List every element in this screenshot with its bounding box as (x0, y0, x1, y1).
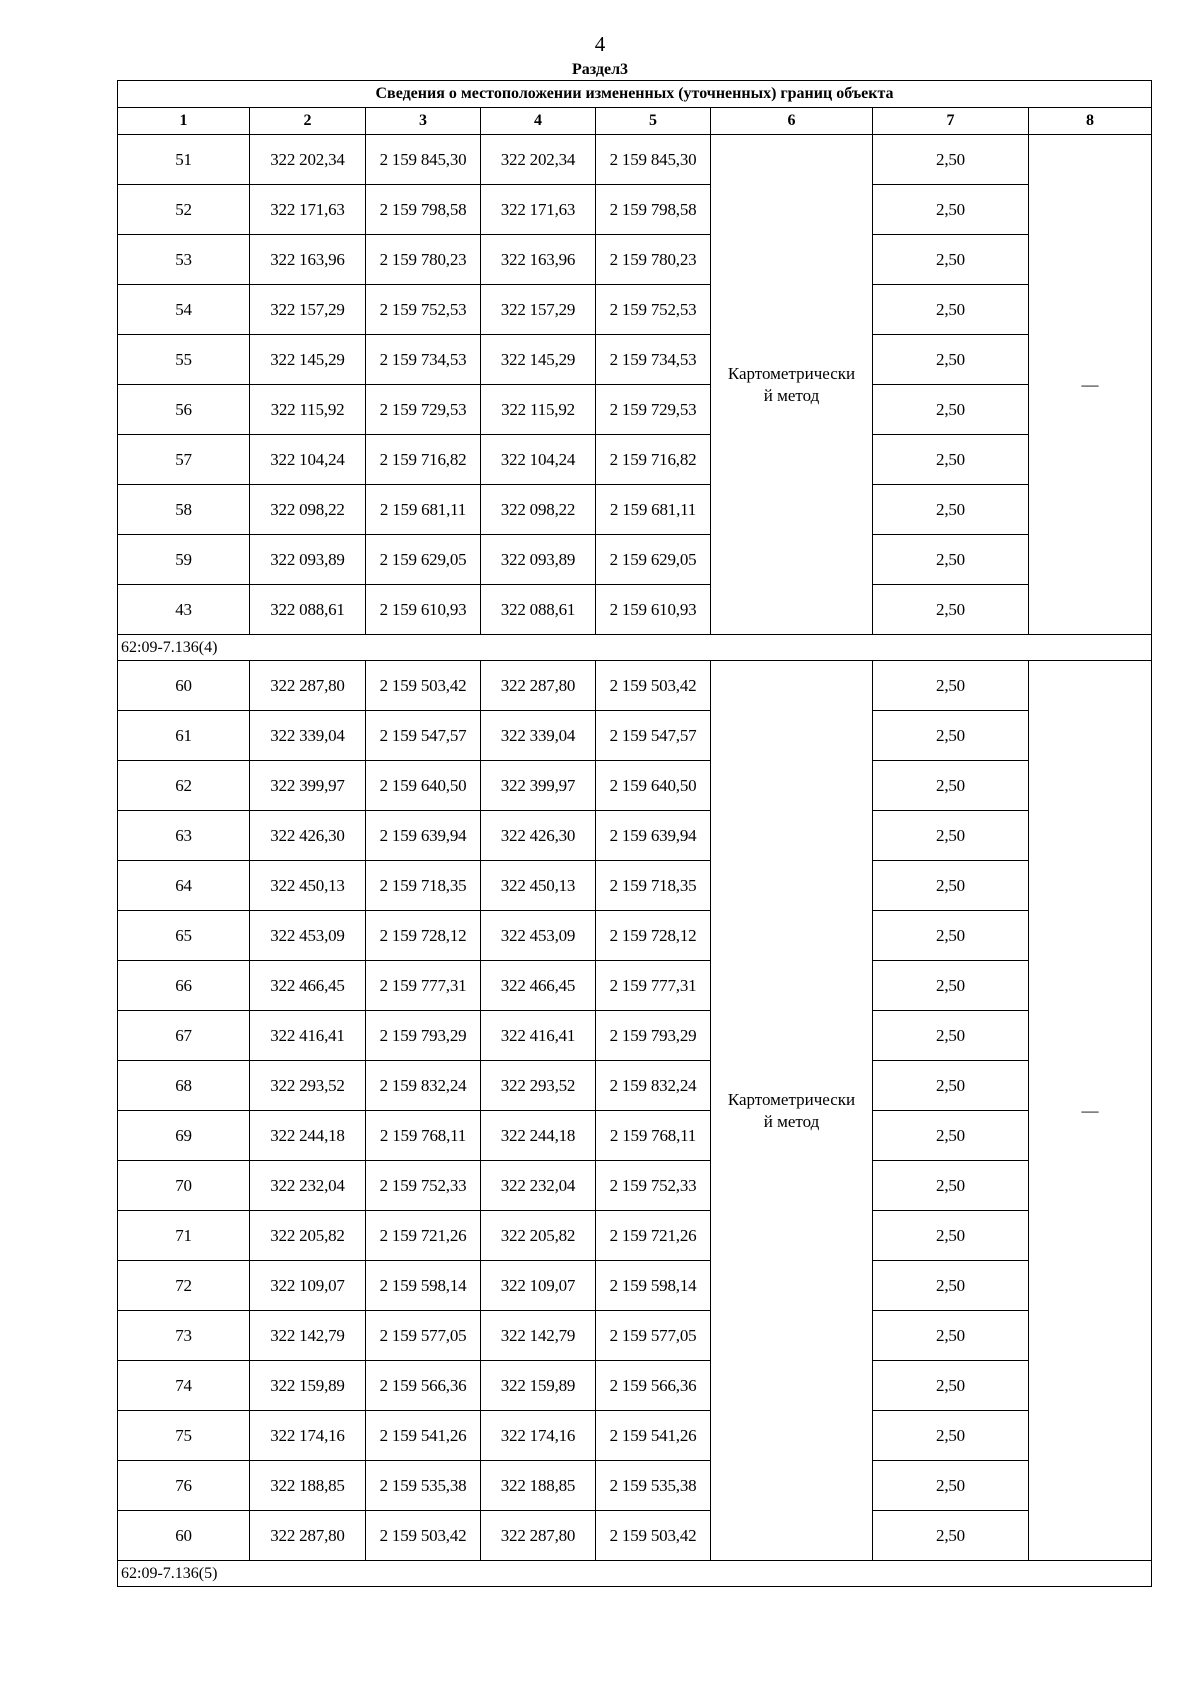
x-old-cell: 322 205,82 (250, 1211, 366, 1261)
x-new-cell: 322 244,18 (481, 1111, 596, 1161)
y-old-cell: 2 159 503,42 (366, 661, 481, 711)
x-old-cell: 322 163,96 (250, 235, 366, 285)
method-cell: Картометрически й метод (711, 661, 873, 1561)
table-row (118, 585, 1152, 635)
table-row (118, 335, 1152, 385)
point-number-cell: 76 (118, 1461, 250, 1511)
accuracy-cell: 2,50 (873, 135, 1029, 185)
y-old-cell: 2 159 566,36 (366, 1361, 481, 1411)
y-old-cell: 2 159 716,82 (366, 435, 481, 485)
accuracy-cell: 2,50 (873, 535, 1029, 585)
table-row (118, 235, 1152, 285)
point-number-cell: 53 (118, 235, 250, 285)
y-old-cell: 2 159 768,11 (366, 1111, 481, 1161)
y-old-cell: 2 159 721,26 (366, 1211, 481, 1261)
x-new-cell: 322 399,97 (481, 761, 596, 811)
contour-label-row (118, 635, 1152, 661)
y-new-cell: 2 159 566,36 (596, 1361, 711, 1411)
x-old-cell: 322 093,89 (250, 535, 366, 585)
column-number: 6 (711, 108, 873, 135)
accuracy-cell: 2,50 (873, 1311, 1029, 1361)
y-old-cell: 2 159 752,33 (366, 1161, 481, 1211)
x-new-cell: 322 453,09 (481, 911, 596, 961)
y-new-cell: 2 159 629,05 (596, 535, 711, 585)
y-new-cell: 2 159 728,12 (596, 911, 711, 961)
y-new-cell: 2 159 845,30 (596, 135, 711, 185)
table-row (118, 1511, 1152, 1561)
accuracy-cell: 2,50 (873, 1161, 1029, 1211)
accuracy-cell: 2,50 (873, 1361, 1029, 1411)
contour-label: 62:09-7.136(4) (118, 635, 1152, 661)
accuracy-cell: 2,50 (873, 761, 1029, 811)
x-new-cell: 322 115,92 (481, 385, 596, 435)
x-new-cell: 322 163,96 (481, 235, 596, 285)
x-new-cell: 322 202,34 (481, 135, 596, 185)
y-new-cell: 2 159 777,31 (596, 961, 711, 1011)
y-new-cell: 2 159 768,11 (596, 1111, 711, 1161)
column-number: 3 (366, 108, 481, 135)
y-old-cell: 2 159 780,23 (366, 235, 481, 285)
x-new-cell: 322 205,82 (481, 1211, 596, 1261)
x-new-cell: 322 287,80 (481, 1511, 596, 1561)
x-new-cell: 322 171,63 (481, 185, 596, 235)
x-old-cell: 322 159,89 (250, 1361, 366, 1411)
point-number-cell: 68 (118, 1061, 250, 1111)
y-old-cell: 2 159 728,12 (366, 911, 481, 961)
table-row (118, 1261, 1152, 1311)
x-new-cell: 322 104,24 (481, 435, 596, 485)
point-number-cell: 59 (118, 535, 250, 585)
y-new-cell: 2 159 716,82 (596, 435, 711, 485)
x-old-cell: 322 188,85 (250, 1461, 366, 1511)
x-old-cell: 322 088,61 (250, 585, 366, 635)
x-old-cell: 322 157,29 (250, 285, 366, 335)
table-row (118, 911, 1152, 961)
point-number-cell: 43 (118, 585, 250, 635)
y-new-cell: 2 159 721,26 (596, 1211, 711, 1261)
column-number: 1 (118, 108, 250, 135)
x-old-cell: 322 115,92 (250, 385, 366, 435)
point-number-cell: 55 (118, 335, 250, 385)
table-row (118, 1361, 1152, 1411)
x-new-cell: 322 098,22 (481, 485, 596, 535)
x-old-cell: 322 287,80 (250, 661, 366, 711)
x-new-cell: 322 188,85 (481, 1461, 596, 1511)
x-old-cell: 322 098,22 (250, 485, 366, 535)
y-new-cell: 2 159 503,42 (596, 1511, 711, 1561)
accuracy-cell: 2,50 (873, 335, 1029, 385)
y-new-cell: 2 159 639,94 (596, 811, 711, 861)
y-new-cell: 2 159 718,35 (596, 861, 711, 911)
coordinates-table (117, 80, 1152, 1587)
point-number-cell: 52 (118, 185, 250, 235)
x-new-cell: 322 109,07 (481, 1261, 596, 1311)
accuracy-cell: 2,50 (873, 1011, 1029, 1061)
table-row (118, 811, 1152, 861)
table-row (118, 385, 1152, 435)
point-number-cell: 63 (118, 811, 250, 861)
point-number-cell: 57 (118, 435, 250, 485)
x-old-cell: 322 202,34 (250, 135, 366, 185)
x-new-cell: 322 093,89 (481, 535, 596, 585)
x-old-cell: 322 104,24 (250, 435, 366, 485)
x-new-cell: 322 145,29 (481, 335, 596, 385)
accuracy-cell: 2,50 (873, 961, 1029, 1011)
point-number-cell: 71 (118, 1211, 250, 1261)
y-new-cell: 2 159 832,24 (596, 1061, 711, 1111)
x-old-cell: 322 287,80 (250, 1511, 366, 1561)
x-new-cell: 322 450,13 (481, 861, 596, 911)
x-old-cell: 322 109,07 (250, 1261, 366, 1311)
table-row (118, 1411, 1152, 1461)
accuracy-cell: 2,50 (873, 185, 1029, 235)
table-row (118, 711, 1152, 761)
column-number: 2 (250, 108, 366, 135)
x-old-cell: 322 399,97 (250, 761, 366, 811)
column-number: 7 (873, 108, 1029, 135)
y-old-cell: 2 159 535,38 (366, 1461, 481, 1511)
y-old-cell: 2 159 503,42 (366, 1511, 481, 1561)
point-number-cell: 73 (118, 1311, 250, 1361)
table-row (118, 1011, 1152, 1061)
accuracy-cell: 2,50 (873, 661, 1029, 711)
column-number: 5 (596, 108, 711, 135)
y-old-cell: 2 159 845,30 (366, 135, 481, 185)
x-old-cell: 322 232,04 (250, 1161, 366, 1211)
y-new-cell: 2 159 535,38 (596, 1461, 711, 1511)
table-row (118, 661, 1152, 711)
table-row (118, 761, 1152, 811)
point-number-cell: 64 (118, 861, 250, 911)
point-number-cell: 56 (118, 385, 250, 435)
accuracy-cell: 2,50 (873, 1511, 1029, 1561)
table-caption-row (118, 81, 1152, 108)
table-row (118, 485, 1152, 535)
x-new-cell: 322 088,61 (481, 585, 596, 635)
accuracy-cell: 2,50 (873, 811, 1029, 861)
point-number-cell: 58 (118, 485, 250, 535)
point-number-cell: 70 (118, 1161, 250, 1211)
y-new-cell: 2 159 640,50 (596, 761, 711, 811)
y-new-cell: 2 159 752,53 (596, 285, 711, 335)
y-old-cell: 2 159 798,58 (366, 185, 481, 235)
x-new-cell: 322 466,45 (481, 961, 596, 1011)
x-old-cell: 322 466,45 (250, 961, 366, 1011)
table-row (118, 135, 1152, 185)
table-row (118, 285, 1152, 335)
accuracy-cell: 2,50 (873, 711, 1029, 761)
y-new-cell: 2 159 734,53 (596, 335, 711, 385)
y-old-cell: 2 159 629,05 (366, 535, 481, 585)
accuracy-cell: 2,50 (873, 1261, 1029, 1311)
x-old-cell: 322 416,41 (250, 1011, 366, 1061)
contour-label-row (118, 1561, 1152, 1587)
x-old-cell: 322 244,18 (250, 1111, 366, 1161)
x-old-cell: 322 426,30 (250, 811, 366, 861)
table-row (118, 1461, 1152, 1511)
x-new-cell: 322 159,89 (481, 1361, 596, 1411)
y-new-cell: 2 159 729,53 (596, 385, 711, 435)
contour-label: 62:09-7.136(5) (118, 1561, 1152, 1587)
point-number-cell: 51 (118, 135, 250, 185)
accuracy-cell: 2,50 (873, 435, 1029, 485)
x-new-cell: 322 174,16 (481, 1411, 596, 1461)
y-new-cell: 2 159 547,57 (596, 711, 711, 761)
accuracy-cell: 2,50 (873, 385, 1029, 435)
table-row (118, 185, 1152, 235)
column-number: 4 (481, 108, 596, 135)
y-old-cell: 2 159 752,53 (366, 285, 481, 335)
x-new-cell: 322 293,52 (481, 1061, 596, 1111)
x-new-cell: 322 416,41 (481, 1011, 596, 1061)
y-new-cell: 2 159 681,11 (596, 485, 711, 535)
x-new-cell: 322 157,29 (481, 285, 596, 335)
x-old-cell: 322 339,04 (250, 711, 366, 761)
y-old-cell: 2 159 718,35 (366, 861, 481, 911)
accuracy-cell: 2,50 (873, 1461, 1029, 1511)
y-old-cell: 2 159 832,24 (366, 1061, 481, 1111)
y-old-cell: 2 159 541,26 (366, 1411, 481, 1461)
y-new-cell: 2 159 503,42 (596, 661, 711, 711)
y-old-cell: 2 159 577,05 (366, 1311, 481, 1361)
table-row (118, 1211, 1152, 1261)
x-new-cell: 322 426,30 (481, 811, 596, 861)
point-number-cell: 54 (118, 285, 250, 335)
x-old-cell: 322 145,29 (250, 335, 366, 385)
x-old-cell: 322 174,16 (250, 1411, 366, 1461)
point-number-cell: 75 (118, 1411, 250, 1461)
table-row (118, 1061, 1152, 1111)
y-old-cell: 2 159 777,31 (366, 961, 481, 1011)
table-row (118, 961, 1152, 1011)
description-cell: — (1029, 661, 1152, 1561)
y-old-cell: 2 159 734,53 (366, 335, 481, 385)
y-new-cell: 2 159 798,58 (596, 185, 711, 235)
column-number-row (118, 108, 1152, 135)
point-number-cell: 61 (118, 711, 250, 761)
y-old-cell: 2 159 640,50 (366, 761, 481, 811)
y-old-cell: 2 159 598,14 (366, 1261, 481, 1311)
method-cell: Картометрически й метод (711, 135, 873, 635)
y-old-cell: 2 159 610,93 (366, 585, 481, 635)
y-new-cell: 2 159 752,33 (596, 1161, 711, 1211)
y-new-cell: 2 159 780,23 (596, 235, 711, 285)
section-title: Раздел3 (571, 61, 629, 78)
column-number: 8 (1029, 108, 1152, 135)
accuracy-cell: 2,50 (873, 285, 1029, 335)
y-new-cell: 2 159 577,05 (596, 1311, 711, 1361)
y-new-cell: 2 159 598,14 (596, 1261, 711, 1311)
table-row (118, 861, 1152, 911)
point-number-cell: 60 (118, 1511, 250, 1561)
table-row (118, 535, 1152, 585)
x-old-cell: 322 450,13 (250, 861, 366, 911)
x-new-cell: 322 232,04 (481, 1161, 596, 1211)
table-row (118, 1161, 1152, 1211)
x-old-cell: 322 453,09 (250, 911, 366, 961)
point-number-cell: 60 (118, 661, 250, 711)
y-old-cell: 2 159 729,53 (366, 385, 481, 435)
accuracy-cell: 2,50 (873, 485, 1029, 535)
table-row (118, 1311, 1152, 1361)
table-row (118, 1111, 1152, 1161)
y-new-cell: 2 159 610,93 (596, 585, 711, 635)
point-number-cell: 72 (118, 1261, 250, 1311)
x-new-cell: 322 339,04 (481, 711, 596, 761)
point-number-cell: 65 (118, 911, 250, 961)
x-old-cell: 322 171,63 (250, 185, 366, 235)
x-new-cell: 322 142,79 (481, 1311, 596, 1361)
description-cell: — (1029, 135, 1152, 635)
point-number-cell: 69 (118, 1111, 250, 1161)
x-new-cell: 322 287,80 (481, 661, 596, 711)
y-old-cell: 2 159 681,11 (366, 485, 481, 535)
x-old-cell: 322 142,79 (250, 1311, 366, 1361)
page-number: 4 (594, 32, 606, 56)
accuracy-cell: 2,50 (873, 911, 1029, 961)
y-new-cell: 2 159 793,29 (596, 1011, 711, 1061)
y-new-cell: 2 159 541,26 (596, 1411, 711, 1461)
accuracy-cell: 2,50 (873, 1061, 1029, 1111)
accuracy-cell: 2,50 (873, 585, 1029, 635)
point-number-cell: 66 (118, 961, 250, 1011)
y-old-cell: 2 159 547,57 (366, 711, 481, 761)
point-number-cell: 67 (118, 1011, 250, 1061)
accuracy-cell: 2,50 (873, 1211, 1029, 1261)
accuracy-cell: 2,50 (873, 235, 1029, 285)
x-old-cell: 322 293,52 (250, 1061, 366, 1111)
table-caption: Сведения о местоположении измененных (уточненных) границ объекта (118, 81, 1152, 108)
table-row (118, 435, 1152, 485)
accuracy-cell: 2,50 (873, 1411, 1029, 1461)
point-number-cell: 62 (118, 761, 250, 811)
y-old-cell: 2 159 793,29 (366, 1011, 481, 1061)
point-number-cell: 74 (118, 1361, 250, 1411)
accuracy-cell: 2,50 (873, 861, 1029, 911)
accuracy-cell: 2,50 (873, 1111, 1029, 1161)
y-old-cell: 2 159 639,94 (366, 811, 481, 861)
